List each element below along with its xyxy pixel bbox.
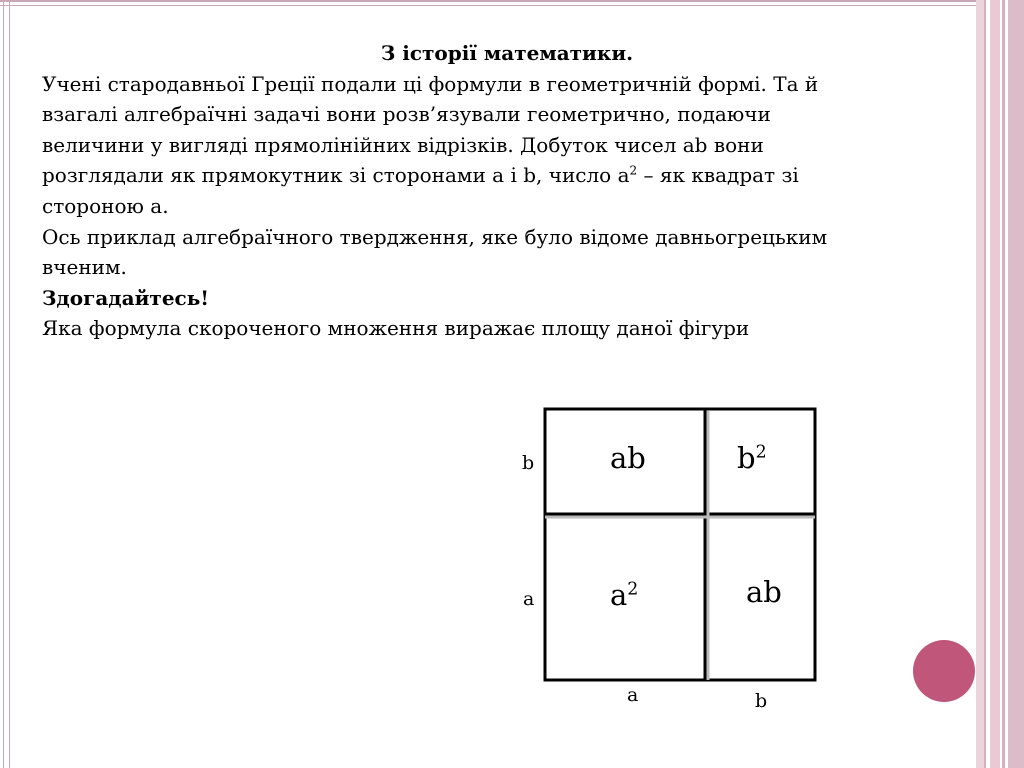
question-text: Яка формула скороченого множення виражає площу даної фігури [42, 316, 750, 341]
side-label-left-bottom: a [523, 588, 535, 610]
paragraph-line-4-start: розглядали як прямокутник зі сторонами a і b, число a [42, 163, 630, 188]
paragraph-line-2: взагалі алгебраїчні задачі вони розв’язували геометрично, подаючи [42, 102, 771, 127]
cell-bottom-left-base: a [610, 578, 628, 612]
cell-top-right-exp: 2 [755, 442, 767, 463]
side-label-bottom-left: a [627, 684, 639, 706]
cell-bottom-right-label: ab [746, 575, 782, 609]
square-exponent: 2 [629, 163, 638, 178]
slide-text [42, 38, 972, 344]
paragraph-line-4 [42, 160, 972, 191]
accent-circle [913, 640, 975, 702]
slide-title: З історії математики. [380, 41, 634, 65]
prompt-text: Здогадайтесь! [42, 285, 210, 310]
cell-top-right-base: b [737, 441, 756, 475]
paragraph-line-5: стороною a. [42, 193, 169, 218]
figure-grid [515, 398, 825, 718]
paragraph-line-1: Учені стародавньої Греції подали ці формули в геометричній формі. Та й [42, 71, 819, 96]
side-label-left-top: b [522, 452, 535, 474]
slide-frame-left [3, 0, 10, 768]
cell-bottom-left-exp: 2 [627, 579, 639, 600]
paragraph-line-4-end: – як квадрат зі [637, 163, 799, 188]
paragraph2-line-2: вченим. [42, 255, 127, 280]
cell-top-right-label [737, 441, 767, 475]
cell-bottom-left-label [610, 578, 638, 612]
cell-top-left-label: ab [610, 441, 646, 475]
paragraph-line-3: величини у вигляді прямолінійних відрізків. Добуток чисел ab вони [42, 132, 764, 157]
right-decorative-stripes [976, 0, 1024, 768]
outer-square [545, 409, 815, 680]
side-label-bottom-right: b [755, 690, 768, 712]
geometric-square-figure [515, 398, 825, 718]
slide-frame-top [0, 0, 985, 6]
paragraph2-line-1: Ось приклад алгебраїчного твердження, яке було відоме давньогрецьким [42, 224, 828, 249]
